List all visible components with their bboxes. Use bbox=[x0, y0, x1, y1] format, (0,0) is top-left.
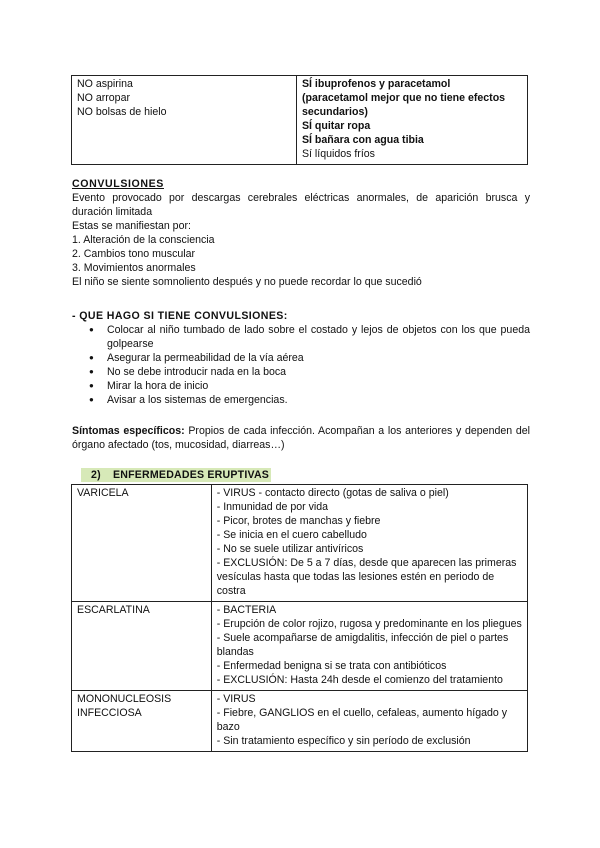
table-row bbox=[72, 76, 528, 165]
list-item: ● Mirar la hora de inicio bbox=[72, 379, 530, 393]
description-line: - EXCLUSIÓN: Hasta 24h desde el comienzo del tratamiento bbox=[216, 674, 503, 686]
manifest-item: 1. Alteración de la consciencia bbox=[72, 234, 215, 246]
table-row bbox=[72, 602, 528, 691]
after-note: El niño se siente somnoliento después y no puede recordar lo que sucedió bbox=[72, 276, 422, 288]
description-line: - VIRUS - contacto directo (gotas de saliva o piel) bbox=[216, 487, 449, 499]
dos-cell bbox=[296, 76, 527, 165]
sintomas-paragraph bbox=[72, 424, 530, 452]
section-title: ENFERMEDADES ERUPTIVAS bbox=[113, 469, 270, 481]
donts-line: NO arropar bbox=[77, 92, 130, 104]
donts-line: NO aspirina bbox=[77, 78, 133, 90]
donts-line: NO bolsas de hielo bbox=[77, 106, 167, 118]
section-number: 2) bbox=[91, 469, 101, 481]
list-item: ● Avisar a los sistemas de emergencias. bbox=[72, 393, 530, 407]
disease-name-cell bbox=[72, 602, 212, 691]
disease-name-cell bbox=[72, 485, 212, 602]
definition-paragraph: Evento provocado por descargas cerebrales eléctricas anormales, de aparición brusca y duración limitada bbox=[72, 192, 530, 218]
section-2-heading bbox=[81, 468, 271, 482]
manifest-item: 2. Cambios tono muscular bbox=[72, 248, 196, 260]
sintomas-text: Propios de cada infección. Acompañan a los anteriores y dependen del órgano afectado (tos, mucosidad, diarreas…) bbox=[72, 425, 530, 451]
table-row bbox=[72, 691, 528, 752]
eruptive-diseases-table bbox=[71, 484, 528, 752]
list-item: ● No se debe introducir nada en la boca bbox=[72, 365, 530, 379]
description-line: - VIRUS bbox=[216, 693, 256, 705]
dos-line: (paracetamol mejor que no tiene efectos bbox=[301, 92, 506, 104]
description-line: - Se inicia en el cuero cabelludo bbox=[216, 529, 367, 541]
list-item: ● Colocar al niño tumbado de lado sobre el costado y lejos de objetos con los que pueda golpearse bbox=[72, 323, 530, 351]
section-heading: - QUE HAGO SI TIENE CONVULSIONES: bbox=[72, 310, 288, 322]
sintomas-label: Síntomas específicos: bbox=[72, 425, 185, 437]
description-line: - Erupción de color rojizo, rugosa y predominante en los pliegues bbox=[216, 618, 522, 630]
disease-description-cell bbox=[211, 602, 527, 691]
table-row bbox=[72, 485, 528, 602]
description-line: - BACTERIA bbox=[216, 604, 277, 616]
section-heading: CONVULSIONES bbox=[72, 178, 164, 190]
disease-description-cell bbox=[211, 691, 527, 752]
disease-description-cell bbox=[211, 485, 527, 602]
dos-line: SÍ quitar ropa bbox=[301, 120, 371, 132]
action-list bbox=[72, 323, 530, 407]
description-line: - Fiebre, GANGLIOS en el cuello, cefaleas, aumento hígado y bazo bbox=[216, 707, 508, 733]
disease-name-cell bbox=[72, 691, 212, 752]
que-hago-section bbox=[72, 309, 530, 407]
fever-dos-donts-table bbox=[71, 75, 528, 165]
description-line: - Sin tratamiento específico y sin período de exclusión bbox=[216, 735, 471, 747]
description-line: - EXCLUSIÓN: De 5 a 7 días, desde que aparecen las primeras vesículas hasta que todas las lesiones estén en periodo de costra bbox=[216, 557, 517, 597]
description-line: - No se suele utilizar antivíricos bbox=[216, 543, 364, 555]
list-item: ● Asegurar la permeabilidad de la vía aérea bbox=[72, 351, 530, 365]
dos-line: SÍ bañara con agua tibia bbox=[301, 134, 424, 146]
disease-name: INFECCIOSA bbox=[77, 707, 142, 719]
description-line: - Enfermedad benigna si se trata con antibióticos bbox=[216, 660, 447, 672]
disease-name: MONONUCLEOSIS bbox=[77, 693, 172, 705]
description-line: - Picor, brotes de manchas y fiebre bbox=[216, 515, 381, 527]
convulsiones-section bbox=[72, 177, 530, 289]
dos-line: SÍ ibuprofenos y paracetamol bbox=[301, 78, 451, 90]
dos-line: secundarios) bbox=[301, 106, 368, 118]
manifest-item: 3. Movimientos anormales bbox=[72, 262, 196, 274]
manifest-intro: Estas se manifiestan por: bbox=[72, 220, 191, 232]
description-line: - Inmunidad de por vida bbox=[216, 501, 329, 513]
disease-name: VARICELA bbox=[77, 487, 129, 499]
description-line: - Suele acompañarse de amigdalitis, infección de piel o partes blandas bbox=[216, 632, 509, 658]
dos-line: Sí líquidos fríos bbox=[301, 148, 375, 160]
disease-name: ESCARLATINA bbox=[77, 604, 150, 616]
donts-cell bbox=[72, 76, 297, 165]
